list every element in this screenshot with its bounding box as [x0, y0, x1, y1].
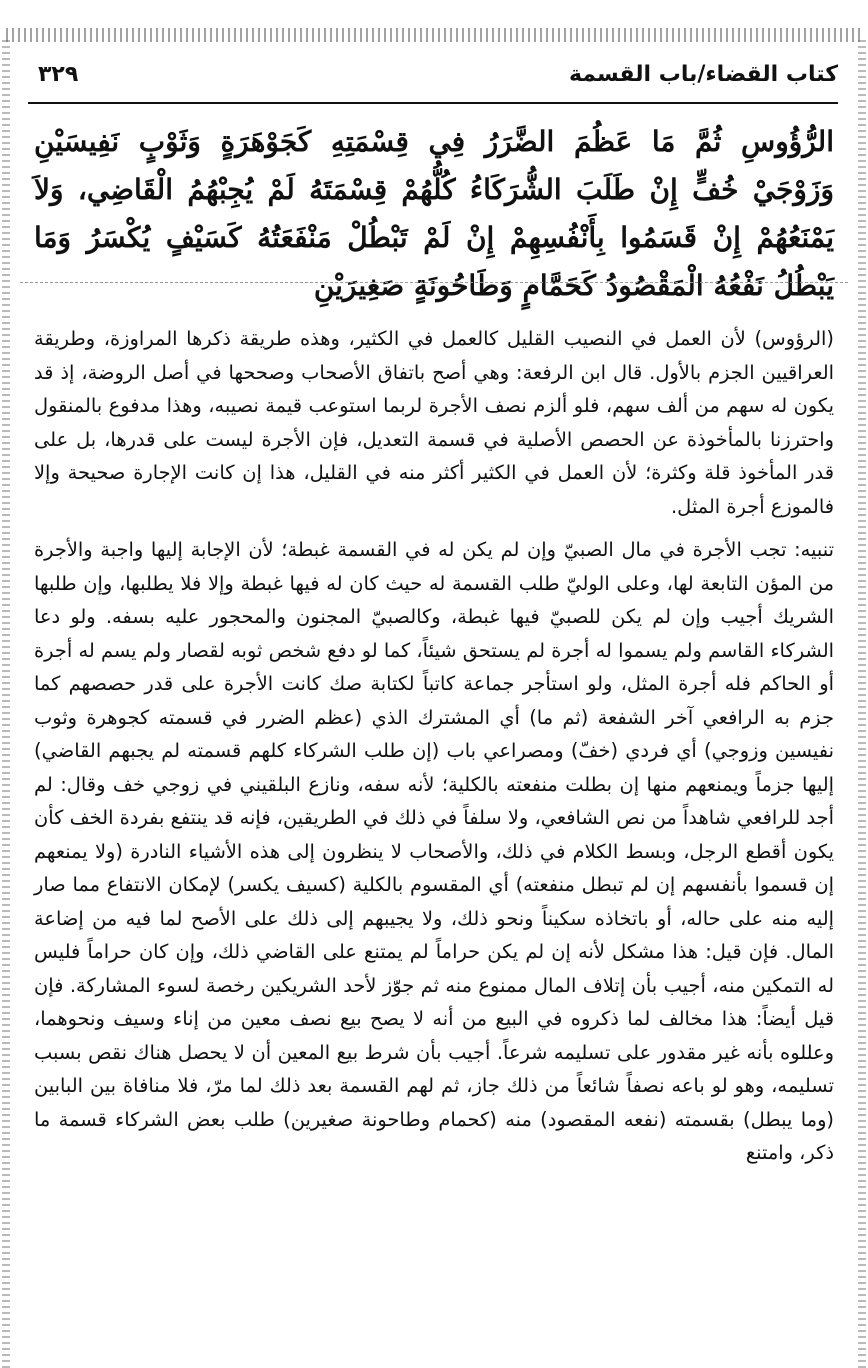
running-title: كتاب القضاء/باب القسمة — [568, 62, 838, 87]
commentary-block — [34, 322, 834, 1170]
commentary-paragraph-2: تنبيه: تجب الأجرة في مال الصبيّ وإن لم يكن له في القسمة غبطة؛ لأن الإجابة إليها واجبة والأجرة من المؤن التابعة لها، وعلى الوليّ طلب القسمة له حيث كان له فيها غبطة وإلا فلا يطلبها، وإن طلبها الشريك أجيب وإن لم يكن للصبيّ فيها غبطة، وكالصبيّ المجنون والمحجور عليه بسفه. ولو دعا الشركاء القاسم ولم يسموا له أجرة لم يستحق شيئاً، كما لو دفع شخص ثوبه لقصار ولم يسم له أجرة أو الحاكم فله أجرة المثل، ولو استأجر جماعة كاتباً لكتابة صك كانت الأجرة على قدر حصصهم كما جزم به الرافعي آخر الشفعة (ثم ما) أي المشترك الذي (عظم الضرر في قسمته كجوهرة وثوب نفيسين وزوجي) أي فردي (خفّ) ومصراعي باب (إن طلب الشركاء كلهم قسمته لم يجبهم القاضي) إليها جزماً ويمنعهم منها إن بطلت منفعته بالكلية؛ لأنه سفه، ونازع البلقيني في زوجي خف وقال: لم أجد للرافعي شاهداً من نص الشافعي، ولا سلفاً في ذلك في الطريقين، فإنه قد ينتفع بفردة الخف كأن يكون أقطع الرجل، وبسط الكلام في ذلك، والأصحاب لا ينظرون إلى هذه الأشياء النادرة (ولا يمنعهم إن قسموا بأنفسهم إن لم تبطل منفعته) أي المقسوم بالكلية (كسيف يكسر) لإمكان الانتفاع مما صار إليه منه على حاله، أو باتخاذه سكيناً ونحو ذلك، ولا يجيبهم إلى ذلك على الأصح لما فيه من إضاعة المال. فإن قيل: هذا مشكل لأنه إن لم يكن حراماً لم يمتنع على القاضي ذلك، وإن كان حراماً فليس له التمكين منه، أجيب بأن إتلاف المال ممنوع منه ثم جوّز لأحد الشريكين رخصة لسوء المشاركة. فإن قيل أيضاً: هذا مخالف لما ذكروه في البيع من أنه لا يصح بيع نصف معين من إناء وسيف ونحوهما، وعللوه بأنه غير مقدور على تسليمه شرعاً. أجيب بأن شرط بيع المعين أن لا يحصل هناك نقص بسبب تسليمه، وهو لو باعه نصفاً شائعاً من ذلك جاز، ثم لهم القسمة بعد ذلك لما مرّ، فلا منافاة بين البابين (وما يبطل) بقسمته (نفعه المقصود) منه (كحمام وطاحونة صغيرين) طلب بعض الشركاء قسمة ما ذكر، وامتنع — [34, 538, 834, 1164]
left-page-edge — [2, 40, 10, 1368]
page-header — [28, 62, 838, 104]
page-number: ٣٢٩ — [38, 62, 79, 87]
main-text: الرُّؤُوسِ ثُمَّ مَا عَظُمَ الضَّرَرُ فِي قِسْمَتِهِ كَجَوْهَرَةٍ وَثَوْبٍ نَفِيسَيْنِ وَزَوْجَيْ خُفٍّ إِنْ طَلَبَ الشُّرَكَاءُ كُلُّهُمْ قِسْمَتَهُ لَمْ يُجِبْهُمُ الْقَاضِي، وَلاَ يَمْنَعُهُمْ إِنْ قَسَمُوا بِأَنْفُسِهِمْ إِنْ لَمْ تَبْطُلْ مَنْفَعَتُهُ كَسَيْفٍ يُكْسَرُ وَمَا يَبْطُلُ نَفْعُهُ الْمَقْصُودُ كَحَمَّامٍ وَطَاحُونَةٍ صَغِيرَيْنِ — [34, 125, 834, 302]
right-page-edge — [858, 40, 866, 1368]
section-separator — [20, 282, 848, 283]
top-ornamental-border — [6, 28, 862, 42]
paragraph-gap — [34, 523, 834, 533]
commentary-paragraph-1: (الرؤوس) لأن العمل في النصيب القليل كالعمل في الكثير، وهذه طريقة ذكرها المراوزة، وطريقة العراقيين الجزم بالأول. قال ابن الرفعة: وهي أصح باتفاق الأصحاب وصححها في أصل الروضة، إذ قد يكون له سهم من ألف سهم، فلو ألزم نصف الأجرة لربما استوعب قيمة نصيبه، وهذا مدفوع بالمنقول واحترزنا بالمأخوذة عن الحصص الأصلية في قسمة التعديل، فإن الأجرة ليست على قدرها، بل على قدر المأخوذ قلة وكثرة؛ لأن العمل في الكثير أكثر منه في القليل، هذا إن كانت الإجارة صحيحة وإلا فالموزع أجرة المثل. — [34, 327, 834, 518]
